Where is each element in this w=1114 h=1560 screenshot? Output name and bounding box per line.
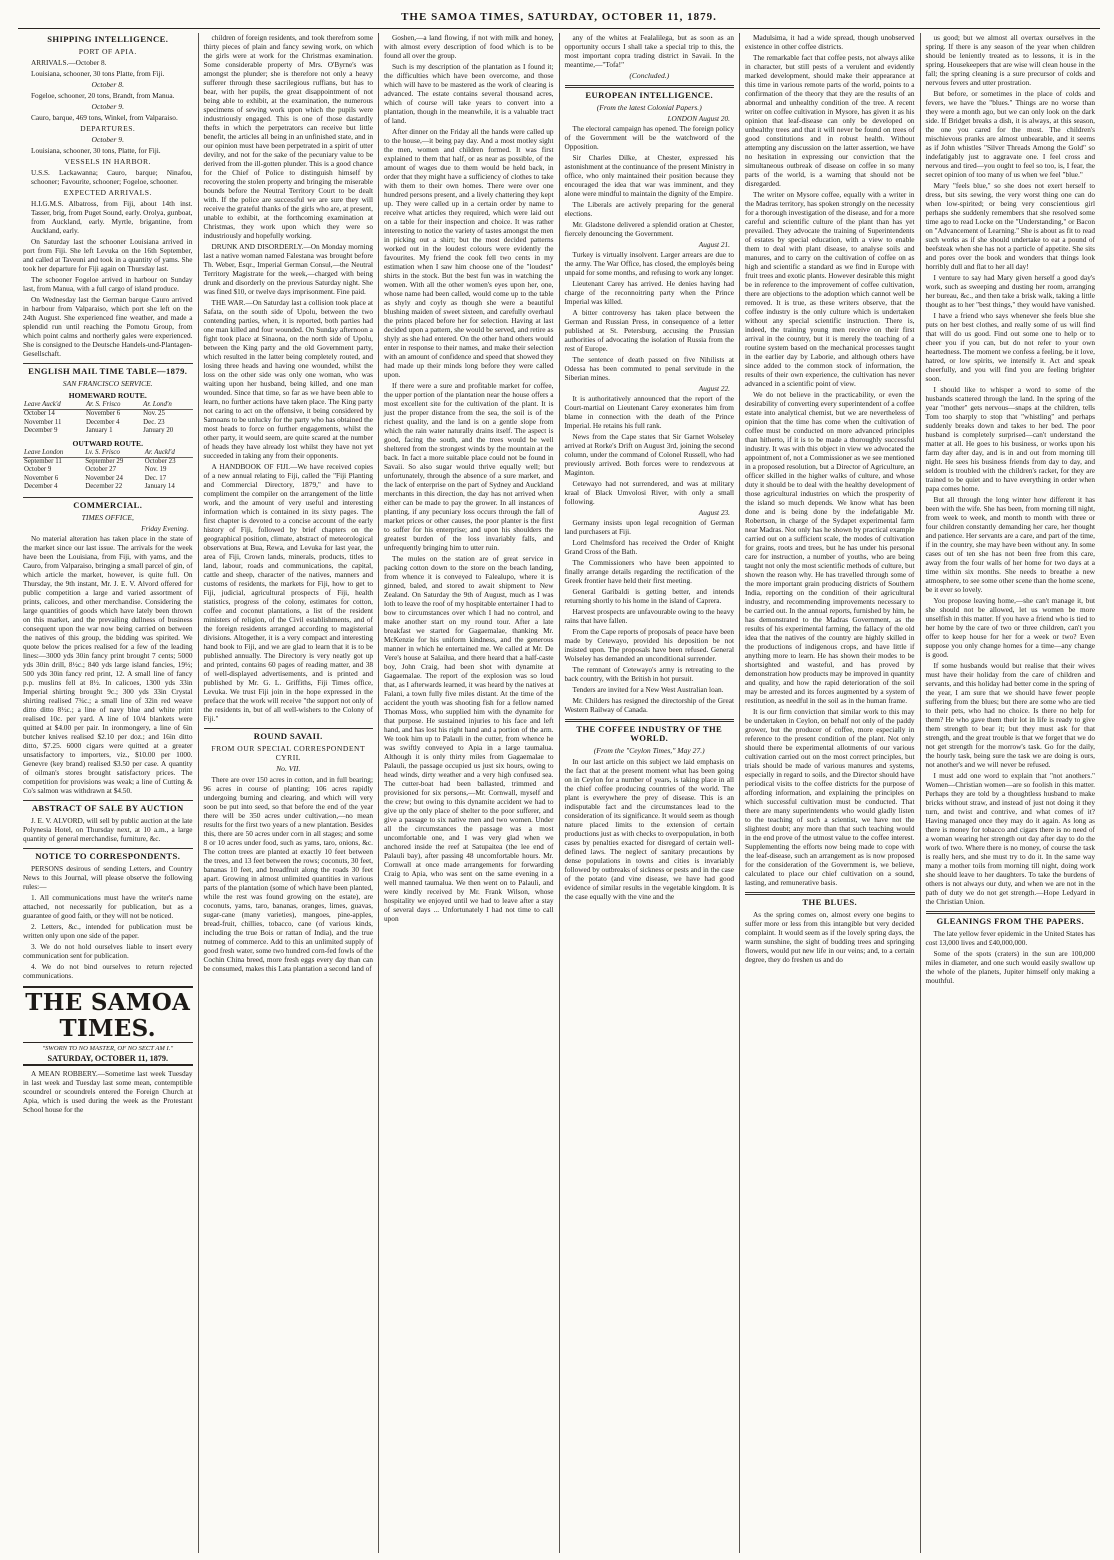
article-paragraph: Such is my description of the plantation as I found it; the difficulties which have been overcome, and those which will have to be mastered as the work of clearing is advanced. The estate contains several thousand acres, which of course will take years to convert into a plantation, though in the meanwhile, it is a valuable tract of land. [384,62,554,125]
news-item: Mr. Gladstone delivered a splendid oration at Chester, fiercely denouncing the Government. [564,220,734,238]
article-paragraph: us good; but we almost all overtax ourselves in the spring. If there is any season of the year when children should be leniently treated as to lessons, it is in the spring. Housekeepers that are wise will clean house in the fall; the spring cleaning is a sure precursor of colds and nervous fevers and utter prostration. [925,33,1095,87]
coffee-source: (From the "Ceylon Times," May 27.) [593,746,705,755]
article-paragraph: Madulsima, it had a wide spread, though unobserved existence in other coffee districts. [745,33,915,51]
news-item: Lieutenant Carey has arrived. He denies having had charge of the reconnoitring party when the Prince Imperial was killed. [564,279,734,306]
news-item: The remnant of Cetewayo's army is retreating to the back country, with the British in hot pursuit. [564,665,734,683]
article-paragraph: But all through the long winter how different it has been with the wife. She has been, from morning till night, from week to week, and month to month with three or four children constantly demanding her care, her thought and patience. Her servants are a care, and part of the time, if in the country, she may have been without any. In some cases out of ten she has not been free from this care, away from the four walls of her home for two days at a time within six months. She needs to breathe a new atmosphere, to see some other scene than the home scene, be it ever so lovely. [925,495,1095,594]
arrivals-label: ARRIVALS.—October 8. [31,58,107,67]
news-item: Mr. Childers has resigned the directorship of the Great Western Railway of Canada. [564,696,734,714]
concluded-note: (Concluded.) [629,71,670,80]
notice-rule: 3. We do not hold ourselves liable to insert every communication sent for publication. [23,941,193,960]
col-header: Leave Auck'd [23,401,85,410]
savaii-heading: ROUND SAVAII. [253,731,323,741]
commercial-paragraph: No material alteration has taken place in the state of the market since our last issue. The arrivals for the week have been the Louisiana, from Fiji, with yams, and the Cauro, from Valparaiso, bringing a small parcel of gin, of which article the market, however, is quite full. On Thursday, the 9th instant, Mr. J. E. V. Alvord offered for public competition a large and varied assortment of prints, calicoes, and other merchandise. Considering the large quantities of goods which have lately been thrown on this market, and the prevailing dullness of business consequent upon the war now being carried on between the natives of this group, the bidding was spirited. We quote below the prices realised for a few of the leading lines:—3000 yds 30in fancy print brought 7 cents; 5000 yds 30in drill, 8½c.; 840 yds large island fancies, 19½; 500 yds 30in fancy red print, 12. A small line of fancy p.p. muslins fell at 8½. In calicoes, 1300 yds 33in Imperial shirting brought 9c.; 300 yds 33in Crystal shirting realised 7¾c.; a small line of 32in red weave ditto ditto 8½c.; a line of navy blue and white print realised 10c. per yard. A line of 10/4 blankets were quitted at $4.00 per pair. In ironmongery, a line of 6in butcher knives realised $2.10 per doz.; and 16in ditto ditto, $7.25. 6000 cigars were quitted at a greater unsatisfactory to importers, viz., $10.00 per 1000. Genevre (key brand) realised $3.50 per case. A quantity of oilman's stores brought satisfactory prices. The competition for provisions was weak; a line of Cutting & Co's salmon was withdrawn at $4.50. [23,533,193,795]
dateline: August 23. [698,508,730,517]
vessels-label: VESSELS IN HARBOR. [64,157,151,166]
table-cell: October 27 [85,466,117,474]
article-paragraph: The mules on the station are of great service in packing cotton down to the store on the beach landing, from whence it is conveyed to Falealupo, where it is ginned, baled, and stored to await shipment to New Zealand. On Saturday the 9th of August, much as I was loth to leave the roof of my hospitable entertainer I had to bow to circumstances over which I had no control, and make another start on my round tour. After a late breakfast we started for Gagaemalae, thanking Mr. McKenzie for his uniform kindness, and the generous manner in which he entertained me. We called at Mr. De Vere's house at Salailua, and there heard that a half-caste boy, John Craig, had been shot with dynamite at Gagaemalae. The report of the explosion was so loud that, as I afterwards learned, it was heard by the natives at Falani, a town fully five miles distant. At the time of the accident the youth was shooting fish for a fellow named Thomas Moss, who supplied him with the dynamite for that purpose. He sustained injuries to his face and left hand, and has lost his right hand and a portion of the arm. We took him up to Palauli in the cutter, from whence he was swiftly conveyed to Apia in a large taumalua. Although it is only thirty miles from Gagaemalae to Palauli, the passage occupied us just six hours, owing to head winds, dirty weather and a very high confused sea. The cutter-boat had been ballasted, trimmed and provisioned for six persons,—Mr. Cornwall, myself and the crew; but owing to this dynamite accident we had to give up the only place of shelter to the poor sufferer, and give a passage to six native men and two women. Under all the circumstances the passage was a most uncomfortable one, and I was very glad when we anchored inside the reef at Satupaitea (the lee end of Palauli bay), after passing 48 uncomfortable hours. Mr. Cornwall at once made arrangements for forwarding Craig to Apia, who was sent on the same evening in a well manned taumalua. We then went on to Palauli, and were kindly received by Mr. Frank Wilson, whose hospitality we enjoyed until we had to leave after a stay of several days ... Unfortunately I had not time to call upon [384,554,554,923]
columns [18,33,1100,1553]
article-paragraph: But before, or sometimes in the place of colds and fevers, we have the "blues." Things are no worse than they were a month ago, but we can only look on the dark side. If Bridget breaks a dish, it is always, at this season, the one you cared for the most. The children's mischievous pranks are almost unbearable, and it seems as if John whistles "Silver Threads Among the Gold" so indefatigably just to aggravate one. I feel cross and nervous and tired—you ought to feel so too, is, I fear, the secret opinion of too many of us when we feel "blue." [925,89,1095,179]
expected-label: EXPECTED ARRIVALS. [63,188,152,197]
divider [23,363,193,364]
notice-rule: 1. All communications must have the writer's name attached, not necessarily for publication, but as a guarantee of good faith, or they will not be noticed. [23,892,193,920]
news-item: Tenders are invited for a New West Australian loan. [572,685,724,694]
news-item: The Liberals are actively preparing for the general elections. [564,200,734,218]
table-cell: January 14 [144,483,175,491]
divider [565,85,735,88]
table-cell: December 22 [85,483,123,491]
table-cell: January 1 [85,427,113,435]
dateline: August 22. [698,384,730,393]
table-cell: October 14 [24,410,55,418]
vessels-list: U.S.S. Lackawanna; Cauro, barque; Ninafou, schooner; Favourite, schooner; Fogeloe, schooner. [31,168,193,186]
commercial-office: TIMES OFFICE, [81,512,134,522]
shipping-heading: SHIPPING INTELLIGENCE. [47,34,169,44]
article-paragraph: It is our firm conviction that similar work to this may be undertaken in Ceylon, on behalf not only of the paddy grower, but the producer of coffee, more especially in reference to the present condition of the plant. Not only should there be experimental allotments of our various cultivation carried out on the most correct principles, but trials should be made of various manures and systems, especially in regard to soils, and the Director should have periodical visits to the coffee districts for the purpose of affording information, and explaining the principles on which successful cultivation must be conducted. That there are many superintendents who would gladly listen to the teaching of such a scientist, we have not the slightest doubt; any more than that such teaching would in the end prove of the utmost value to the coffee interest. Supplementing the efforts now being made to cope with the leaf-disease, such an arrangement as is now proposed for the consideration of the Government is, we believe, calculated to place our chief cultivation on a sound, lasting, and remunerative basis. [745,707,915,887]
mail-table-heading: ENGLISH MAIL TIME TABLE—1879. [28,366,188,376]
article-paragraph: A MEAN ROBBERY.—Sometime last week Tuesday in last week and Tuesday last some mean, contemptible scoundrel or scoundrels entered the Foreign Church at Apia, which is used during the week as the Protestant School house for the [23,1068,193,1114]
table-cell: December 9 [24,427,58,435]
table-row [23,466,193,474]
newspaper-nameplate: THE SAMOA TIMES. [23,986,193,1043]
arrival-item: Fogeloe, schooner, 20 tons, Brandt, from Manua. [31,91,175,100]
column-3 [379,33,560,1553]
notice-rule: 4. We do not bind ourselves to return rejected communications. [23,961,193,980]
abstract-heading: ABSTRACT OF SALE BY AUCTION [31,802,184,813]
table-cell: October 23 [144,458,176,466]
newspaper-motto: "SWORN TO NO MASTER, OF NO SECT AM I." [42,1044,174,1052]
article-paragraph: Some of the spots (craters) in the sun are 100,000 miles in diameter, and one such would easily swallow up the whole of the planets, Jupiter himself only making a mouthful. [925,949,1095,985]
arrival-item: Louisiana, schooner, 30 tons Platte, from Fiji. [31,69,165,78]
divider [204,728,374,729]
notice-rule: 2. Letters, &c., intended for publication must be written only upon one side of the paper. [23,921,193,940]
outward-table [23,449,193,492]
blues-heading: THE BLUES. [802,897,858,907]
table-cell: November 6 [24,474,59,482]
shipping-paragraph: On Saturday last the schooner Louisiana arrived in port from Fiji. She left Levuka on the 16th September, and called at Taveuni and took in a quantity of yams. She took her departure for Fiji again on Thursday last. [23,237,193,273]
news-item: A bitter controversy has taken place between the German and Russian Press, in consequence of a letter published at St. Petersburg, accusing the Prussian authorities of advocating the isolation of Russia from the rest of Europe. [564,308,734,353]
article-paragraph: THE WAR.—On Saturday last a collision took place at Safata, on the south side of Upolu, between the two contending parties, when, it is reported, both parties had one man killed and four wounded. On Sunday afternoon a fight took place at Sinaona, on the north side of Upolu, between the King party and the old Government party, which resulted in the latter being completely routed, and losing three heads and having one wounded, whilst the loss on the other side was only one woman, who was waiting upon her husband, being killed, and one man wounded. Since that time, so far as we have been able to learn, no further actions have taken place. The King party not caring to act on the offensive, it being considered by Samoans to be unlucky for the party who has obtained the most heads to force on further engagements, whilst the other party, it would seem, are quite scared at the number of heads they have already lost whilst they have not yet succeeded in taking any from their opponents. [203,298,373,460]
table-cell: December 4 [24,483,58,491]
commercial-day: Friday Evening. [141,523,189,533]
news-item: The Commissioners who have been appointed to finally arrange details regarding the rectification of the Greek frontier have held their first meeting. [564,558,734,585]
departure-item: Louisiana, schooner, 30 tons, Platte, for Fiji. [31,146,161,155]
table-row [23,483,193,491]
dateline: August 21. [698,240,730,249]
article-paragraph: Mary "feels blue," so she does not exert herself to dress, but sits sewing, the very worst thing one can do when low-spirited; or being very conscientious girl perhaps she suddenly remembers that she resolved some time ago to read Locke on the "Understanding," or Bacon on "Advancement of Learning." She is about as fit to read such works as if she should undertake to eat a pound of beefsteak when she has not a particle of appetite. She sits and pores over the book and wonders that things look horribly dull and flat to her all day! [925,181,1095,271]
column-1 [18,33,199,1553]
table-header-row [23,401,193,410]
article-paragraph: There are over 150 acres in cotton, and in full bearing; 96 acres in course of planting; 106 acres rapidly undergoing burning and clearing, and which will very soon be put into seed, so that before the end of the year there will be 350 acres under cultivation,—no mean results for the first two years of a new plantation. Besides this, there are 50 acres under corn in all stages; and some 8 or 10 acres under food, such as yams, taro, onions, &c. The cotton trees are planted at exactly 10 feet between the trees, and 13 feet between the rows; coconuts, 30 feet, bananas 10 feet, and breadfruit along the roads 30 feet apart. Growing in almost unlimited quantities in various parts of the plantation (some of which have been planted, while the rest was found growing on the estate), are coconuts, yams, taro, bananas, oranges, limes, guavas, sugar-cane (many varieties), mangoes, pine-apples, bread-fruit, chillies, tobacco, cane (of various kinds, including the true Bois or rattan of India), and the true nutmeg of commerce. Add to this an unlimited supply of good fresh water, some two hundred corn-fed fowls of the Cochin China breed, more fresh eggs every day than can be consumed, makes this Lata plantation a second land of [203,775,374,973]
column-5 [740,33,921,1553]
table-cell: January 20 [143,427,174,435]
news-item: News from the Cape states that Sir Garnet Wolseley arrived at Rorke's Drift on August 3rd, joining the second column, under the command of Colonel Russell, who had previously arrived. Both forces were to rendezvous at Maginton. [564,432,734,477]
table-cell: Nov. 25 [143,410,165,418]
departures-label: DEPARTURES. [80,124,136,133]
article-paragraph: DRUNK AND DISORDERLY.—On Monday morning last a native woman named Falestana was brought before Th. Weber, Esqr., Imperial German Consul,—the Neutral Territory Magistrate for the week,—charged with being drunk and disorderly on the previous Saturday night. She was fined $10, or twelve days imprisonment. Fine paid. [203,242,373,296]
abstract-paragraph: J. E. V. ALVORD, will sell by public auction at the late Polynesia Hotel, on Thursday next, at 10 a.m., a large quantity of general merchandise, furniture, &c. [23,815,193,843]
divider [565,719,735,722]
coffee-heading: THE COFFEE INDUSTRY OF THE WORLD. [576,724,723,743]
notice-paragraph: PERSONS desirous of sending Letters, and Country News to this Journal, will please observe the following rules:— [23,863,193,891]
european-source: (From the latest Colonial Papers.) [596,103,702,112]
table-cell: December 4 [85,418,120,426]
article-paragraph: After dinner on the Friday all the hands were called up to the house,—it being pay day. And a most motley sight the men, women and children formed. It was first explained to them that half, or as near as possible, of the amount of wages due to them would be held back, in order that they might have a sufficiency of clothes to take with them to their own homes. There were over one hundred persons present, and a lively chattering they kept up. They were called up in a certain order by name to receive what articles they required, which were laid out on a table for their inspection and choice. It was rather interesting to notice the variety of tastes amongst the men in picking out a shirt; but the most decided patterns worked out in the loudest colours were evidently the favourites. My friend the cook fell two cents in my estimation when I saw him choose one of the "loudest" shirts in the stock. But the best fun was in watching the women. With all the other women's eyes upon her, one, whose name had been called, would come up to the table as shyly and coyly as though she were a beautiful blushing maiden of sweet sixteen, and carefully overhaul the prints placed before her for selection. Having at last decided upon a pattern, she would be served, and retire as shyly as she had entered. On the other hand others would enter in response to their names, and make their selection with an amount of confidence and speed that showed they had made up their minds long before they were called upon. [384,127,554,379]
news-item: The electoral campaign has opened. The foreign policy of the Government will be the watchword of the Opposition. [564,124,734,151]
news-item: Lord Chelmsford has received the Order of Knight Grand Cross of the Bath. [564,538,734,556]
news-item: The sentence of death passed on five Nihilists at Odessa has been commuted to penal servitude in the Siberian mines. [564,355,734,382]
expected-list: H.I.G.M.S. Albatross, from Fiji, about 14th inst. Tasser, brig, from Puget Sound, early. Orolya, gunboat, from Auckland, early. Myrtle, brigantine, from Auckland, early. [31,199,193,235]
news-item: Harvest prospects are unfavourable owing to the heavy rains that have fallen. [564,607,734,625]
article-paragraph: Goshen,—a land flowing, if not with milk and honey, with almost every description of food which is to be found all over the group. [384,33,554,60]
article-paragraph: children of foreign residents, and took therefrom some thirty pieces of plain and fancy sewing work, on which the girls were at work for the Christmas examination. Some considerable property of Mrs. O'Byrne's was amongst the plunder; she is therefore not only a heavy sufferer through these sacrilegious ruffians, but has to bear, with her pupils, the great disappointment of not being able to exhibit, at the examination, the numerous specimens of sewing work upon which the pupils were industriously engaged. This is one of those dastardly thefts in which the perpetrators can receive but little benefit, the articles all being in an unfinished state, and in our opinion must have been perpetrated in a spirit of utter devilry, and not for the sake of the pecuniary value to be derived from the ill-gotten plunder. This is a good chance for the Chief of Police to distinguish himself by recovering the stolen property and bringing the miserable bounds before the Neutral Territory Court to be dealt with. If the police are successful we are sure they will receive the grateful thanks of the girls who are, at present, unable to exhibit, at the forthcoming examination at Christmas, they work upon which they were so industriously and hopefully working. [203,33,373,240]
table-cell: November 11 [24,418,62,426]
article-paragraph: If some husbands would but realise that their wives must have their holiday from the care of children and servants, and this holiday had better come in the spring of the year, I am sure that we should have fewer people suffering from the blues; but there are some who are tied to their pets, who had no choice. Is there no help for them? He who gave them their lot in life is ready to give them strength to bear it; but they must ask for that strength, and the great trouble is that we forget that we do not get strength for the morrow's task. Go for the daily, the hourly task, being sure the task we are doing is ours, not another's and we will never be refused. [925,661,1095,769]
masthead: THE SAMOA TIMES, SATURDAY, OCTOBER 11, 1879. [18,6,1100,29]
col-header: Ar. S. Frisco [85,401,142,410]
table-cell: Dec. 17 [144,474,167,482]
col-header: Lv. S. Frisco [84,449,144,458]
arrival-date: October 8. [91,80,124,89]
col-header: Ar. Lond'n [142,401,192,410]
table-cell: September 11 [24,458,62,466]
article-paragraph: any of the whites at Fealalilega, but as soon as an opportunity occurs I shall take a special trip to this, the most important copra trading district in Savaii. In the meantime,—"Tofa!" [564,33,734,69]
departure-date: October 9. [91,135,124,144]
table-row [23,410,193,419]
shipping-paragraph: The schooner Fogeloe arrived in harbour on Sunday last, from Manua, with a full cargo of island produce. [23,275,193,293]
column-4 [560,33,741,1553]
table-row [23,475,193,483]
table-cell: Nov. 19 [144,466,167,474]
homeward-label: HOMEWARD ROUTE. [68,391,147,400]
news-item: General Garibaldi is getting better, and intends returning shortly to his home in the island of Caprera. [564,587,734,605]
savaii-subheading: FROM OUR SPECIAL CORRESPONDENT CYRIL [211,744,366,762]
news-item: From the Cape reports of proposals of peace have been made by Cetewayo, provided his deposition be not insisted upon. The proposals have been refused. General Wolseley has demanded an unconditional surrender. [564,627,734,663]
table-cell: October 9 [24,466,52,474]
col-header: Ar. Auckl'd [144,449,193,458]
news-item: Sir Charles Dilke, at Chester, expressed his astonishment at the continuance of the present Ministry in office, who only maintained their position because they encouraged the idea that war was imminent, and they alone were mindful to maintain the dignity of the Empire. [564,153,734,198]
savaii-number: No. VII. [276,764,301,773]
divider [23,497,193,498]
dateline: LONDON August 20. [667,114,730,123]
table-row [23,458,193,467]
divider [23,800,193,801]
article-paragraph: You propose leaving home,—she can't manage it, but she should not be allowed, let us women be more unselfish in this matter. If you have a friend who is tied to her home by the care of two or three children, can't you offer to keep house for her for a week or two? Even suppose you only change homes for a time—any change is good. [925,596,1095,659]
table-row [23,419,193,427]
article-paragraph: The writer on Mysore coffee, equally with a writer in the Madras territory, has spoken strongly on the necessity for a thorough investigation of the disease, and for a more careful and scientific culture of the plant than has yet prevailed. They advocate the training of Superintendents of estates by special education, with a view to enable them to deal with plant disease, to analyse soils and manures, and to carry on the cultivation of coffee on as high and scientific a standard as we find in Europe with fruit trees and exotic plants. However desirable this might be in reference to the improvement of coffee cultivation, there are objections to the adoption which cannot well be removed. It is true, as these writers observe, that the coffee industry is the only culture which is undertaken without any special scientific instruction. There is, indeed, the training young men receive on their first arrival in the country, but it is merely the teaching of a routine system based on the mechanical processes taught in the earlier day by Laborie, and although others have since added to the common stock of information, the results of their own experience, the cultivation has never advanced in a scientific point of view. [745,190,915,388]
news-item: Turkey is virtually insolvent. Larger arrears are due to the army. The War Office, has closed, the employés being unpaid for some months, and refusing to work any longer. [564,250,734,277]
article-paragraph: I must add one word to explain that "not anothers." Women—Christian women—are so foolish in this matter. Perhaps they are told by a thoughtless husband to make bricks without straw, and instead of just not doing it they turn, and twist and contrive, and what comes of it? Having managed once they may do it again. As long as there is money for tobacco and cigars there is no need of a woman wearing her strength out day after day to do the work of two. Where there is no money, of course the task is really hers, and she must try to do it. In the same way many a mother toils from morning till night, doing work she should leave to her daughters. To take the burdens of others is not always our duty, and when we are not in the path of duty we do not get strength.—Hope Ledyard in the Christian Union. [925,771,1095,906]
table-row [23,427,193,435]
european-heading: EUROPEAN INTELLIGENCE. [585,90,714,100]
article-paragraph: We do not believe in the practicability, or even the desirability of converting every superintendent of a coffee estate into analytical chemist, but we are nevertheless of opinion that the time has come when the cultivation of coffee must be conducted on more advanced principles than hitherto, if it is to be made a thoroughly successful industry. It was with this object in view we advocated the appointment of, not a Commissioner as we see mentioned in a proposed resolution, but a Director of Agriculture, an officer skilled in the higher walks of culture, and whose duty it should be to deal with the healthy development of those agricultural industries on which the prosperity of the island so much depends. We know what has been done and is being done by the indefatigable Mr. Robertson, in charge of the Sydapet experimental farm near Madras. Not only has he shown by practical example carried out on a sufficient scale, the modes of cultivation for grains, roots and trees, but he has under his personal care for instruction, a number of youths, who are being taught not only the most scientific methods of culture, but shown the reason why. He has travelled through some of the more important grain producing districts of Southern India, reporting on the condition of their agricultural industry, and recommending improvements necessary to be carried out. In the annual reports, furnished by him, he has demonstrated to the Madras Government, as the results of his experimental farming, the fallacy of the old idea that the natives of the country are highly skilled in the productions of indigenous crops, and have little if anything more to learn. He has shown their modes to be shortsighted and wasteful, and has proved by demonstration how products may be improved in quantity and quality, and how the rapid deterioration of the soil may be arrested and its forces augmented by a system of restitution, as needful in the soil as in the human frame. [745,390,915,705]
article-paragraph: If there were a sure and profitable market for coffee, the upper portion of the plantation near the house offers a most excellent site for the cultivation of the plant. It is just the proper distance from the sea, the soil is of the richest quality, and the land is on a gentle slope from which the rain water naturally drains itself. The aspect is good, facing the south, and the trees would be well sheltered from the strongest winds by the mountain at the back. In fact a more suitable place could not be found in Savaii. So also sugar would thrive equally well; but unfortunately, through the absence of a sure market, and the lack of enterprise on the part of Sydney and Auckland merchants in this direction, the day has not arrived when either can be made to pay the grower. In all instances of planting, if any pecuniary loss occurs through the fall of market prices or other causes, the poor planter is the first to suffer for his enterprise; and upon his shoulders the greatest burden of the loss invariably falls, and unfrequently bringing him to utter ruin. [384,381,554,552]
mail-service: SAN FRANCISCO SERVICE. [62,379,153,388]
table-cell: September 29 [85,458,124,466]
arrival-date: October 9. [91,102,124,111]
column-2 [199,33,380,1553]
article-paragraph: In our last article on this subject we laid emphasis on the fact that at the present moment what has been going on in Ceylon for a number of years, is taking place in all the chief coffee producing countries of the world. The plant is everywhere the prey of disease. This is an indisputable fact and the circumstances lead to the consideration of its significance. It would seem as though nature placed limits to the extension of certain productions just as with checks to overpopulation, in both cases by penalties exacted for disregard of certain well-defined laws. The neglect of sanitary precautions by dense populations in towns and cities is invariably followed by outbreaks of sickness or pests and in the case of the potato (and vine disease, we have had good evidence of similar results in the vegetable kingdom. It is the case equally with the vine and the [564,757,734,901]
column-6 [921,33,1101,1553]
news-item: Germany insists upon legal recognition of German land purchasers at Fiji. [564,518,734,536]
commercial-heading: COMMERCIAL. [73,499,143,510]
article-paragraph: I venture to say had Mary given herself a good day's work, such as sweeping and dusting her room, arranging her bureau, &c., and then take a brisk walk, taking a little thought as to her "best things," they would have vanished. [925,273,1096,309]
divider [745,892,915,895]
article-paragraph: As the spring comes on, almost every one begins to suffer more or less from this intangible but very decided complaint. It would seem as if the lovely spring days, the warm sunshine, the sight of budding trees and springing flowers, would put new life in our veins; and, to a certain degree, they do freshen us and do [745,910,915,964]
table-cell: November 6 [85,410,121,418]
outward-label: OUTWARD ROUTE. [72,438,143,448]
shipping-paragraph: On Wednesday last the German barque Cauro arrived in harbour from Valparaiso, which port she left on the 24th August. She experienced fine weather, and made a splendid run until reaching the Pomotu Group, from which point calms and northerly gales were experienced. She is consigned to the Deutsche Handels-und-Plantagen-Gesellschaft. [23,295,193,358]
table-cell: November 24 [85,474,123,482]
table-cell: Dec. 23 [143,418,165,426]
article-paragraph: I have a friend who says whenever she feels blue she puts on her best clothes, and really some of us will find that will do us good. Find out some one to help or to cheer you if you can, but do not refer to your own heartedness. The moment we confess a feeling, be it love, hatred, or low spirits, we intensify it. Act and speak cheerfully, and you will find you are feeling brighter soon. [925,311,1095,383]
article-paragraph: The late yellow fever epidemic in the United States has cost 13,000 lives and £40,000,000. [925,929,1095,947]
col-header: Leave London [23,449,84,458]
divider [23,848,193,849]
article-paragraph: A HANDBOOK OF FIJI.—We have received copies of a new annual relating to Fiji, called the "Fiji Planting and Commercial Directory, 1879," and have to compliment the compiler on the arrangement of the little work, and the amount of very useful and interesting information which is contained in its sixty pages. The first chapter is devoted to a concise account of the early history of Fiji, followed by brief chapters on the geographical position, climate, abstract of meteorological observations at Bua, Rewa, and Levuka for last year, the area of Fiji, Crown lands, minerals, products, titles to land, labour, roads and communications, the capital, cattle and sheep, character of the natives, manners and customs of residents, the markets for Fiji, how to get to Fiji, judicial, agricultural prospects of Fiji, health statistics, progress of the colony, estimates for cotton, coffee and coconut plantations, a list of the resident ministers of religion, of the Civil establishments, and of the foreign residents arranged according to magisterial divisions. Altogether, it is a very compact and interesting hand book to Fiji, and we are glad to learn that it is to be published annually. The Directory is very neatly got up and printed, contains 60 pages of reading matter, and 38 of well-displayed advertisements, and is printed and published by Mr. G. L. Griffiths, Fiji Times office, Levuka. We trust Fiji join in the hope expressed in the preface that the work will receive "the support not only of the residents in, but of all well-wishers to the Colony of Fiji." [203,462,373,723]
gleanings-heading: GLEANINGS FROM THE PAPERS. [936,916,1085,926]
homeward-table [23,401,193,436]
arrival-item: Cauro, barque, 469 tons, Winkel, from Valparaiso. [31,113,178,122]
news-item: It is authoritatively announced that the report of the Court-martial on Lieutenant Carey exonerates him from blame in connection with the death of the Prince Imperial. He retains his full rank. [564,394,734,430]
news-item: Cetewayo had not surrendered, and was at military kraal of Black Umvolosi River, with only a small following. [564,479,734,506]
article-paragraph: The remarkable fact that coffee pests, not always alike in character, but still pests of a verulent and evidently marked development, should make their appearance at this time in various remote parts of the world, points to a confirmation of the theory that they are the results of an abnormal and unhealthy condition of the tree. A recent writer on coffee cultivation in Mysore, has given it as his opinion that leaf-disease can only be developed on unhealthy trees and that it will never be found on trees of good constitutions and in robust health. Without attempting any discussion on the latter assertion, we have no hesitation in expressing our conviction that the simultaneous outbreak of disease on coffee in so many parts of the world, is a warning that should not be disregarded. [745,53,915,188]
newspaper-dateline: SATURDAY, OCTOBER 11, 1879. [23,1054,193,1066]
divider [926,911,1096,914]
table-header-row [23,449,193,458]
notice-heading: NOTICE TO CORRESPONDENTS. [35,850,181,861]
port-heading: PORT OF APIA. [78,47,137,56]
article-paragraph: I should like to whisper a word to some of the husbands scattered through the land. In the spring of the year "mother" gets nervous—snaps at the children, tells Tom too sharply to stop that "whistling" and perhaps suddenly breaks down and takes to her bed. The poor husband is completely surprised—can't understand the matter at all. He goes to his business, or works upon his farm day after day, and is in and out from morning till night. He sees his business friends from day to day, and seldom is troubled with the children's racket, for they are trained to be quiet and to have everything in order when papa comes home. [925,385,1095,493]
